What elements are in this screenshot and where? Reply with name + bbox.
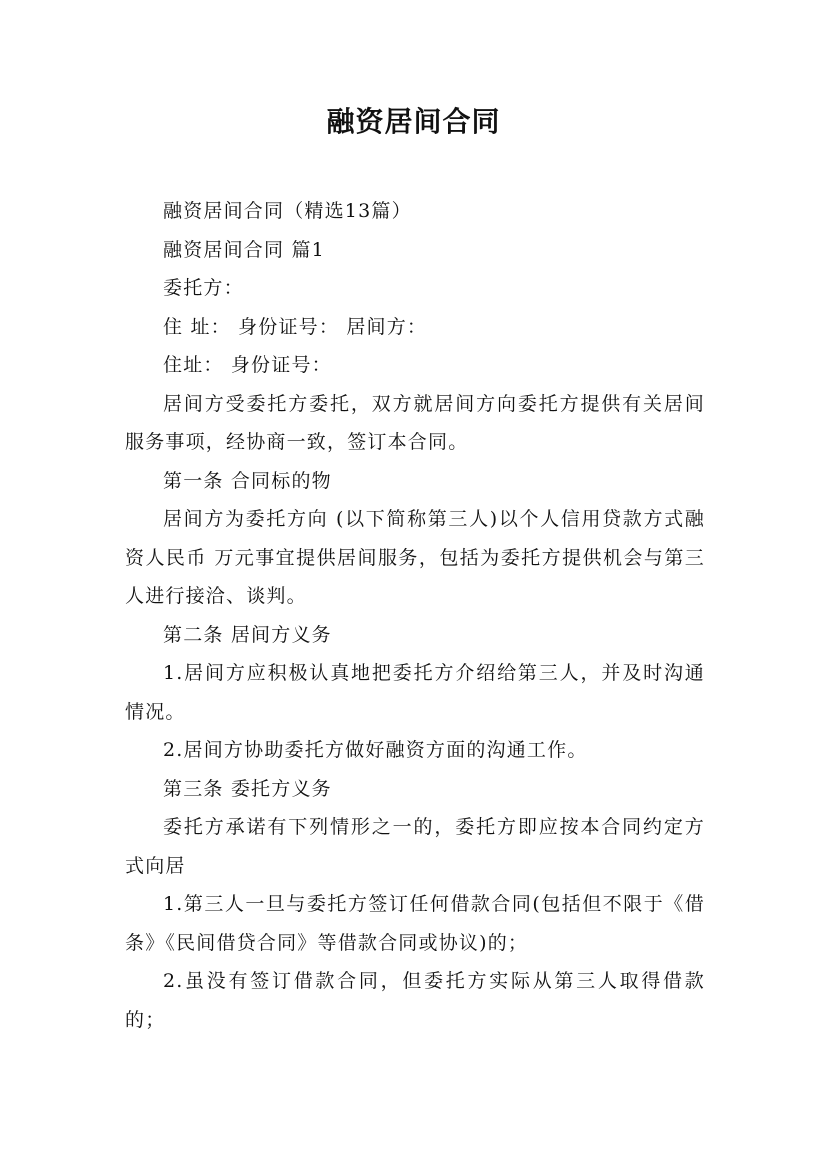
paragraph-article-2-heading: 第二条 居间方义务	[163, 623, 332, 646]
paragraph-section-heading: 融资居间合同 篇1	[163, 238, 325, 261]
paragraph-article-3-item-1: 1.第三人一旦与委托方签订任何借款合同(包括但不限于《借条》《民间借贷合同》等借款合同或协议)的；	[125, 893, 705, 954]
paragraph-article-1-heading: 第一条 合同标的物	[163, 469, 332, 492]
paragraph-preamble: 居间方受委托方委托，双方就居间方向委托方提供有关居间服务事项，经协商一致，签订本合同。	[125, 392, 705, 453]
paragraph-principal: 委托方：	[163, 277, 244, 299]
document-title: 融资居间合同	[326, 105, 501, 138]
paragraph-address-id-2: 住址： 身份证号：	[163, 354, 332, 376]
paragraph-article-1-body: 居间方为委托方向 (以下简称第三人)以个人信用贷款方式融资人民币 万元事宜提供居间服务，包括为委托方提供机会与第三人进行接洽、谈判。	[125, 508, 705, 607]
paragraph-article-2-item-1: 1.居间方应积极认真地把委托方介绍给第三人，并及时沟通情况。	[125, 662, 705, 723]
paragraph-article-2-item-2: 2.居间方协助委托方做好融资方面的沟通工作。	[163, 739, 588, 761]
paragraph-article-3-item-2: 2.虽没有签订借款合同，但委托方实际从第三人取得借款的；	[125, 970, 705, 1031]
paragraph-address-id: 住 址： 身份证号： 居间方：	[163, 315, 428, 338]
paragraph-article-3-heading: 第三条 委托方义务	[163, 777, 332, 800]
paragraph-subtitle: 融资居间合同（精选13篇）	[163, 200, 412, 222]
document-body	[125, 192, 705, 1039]
paragraph-article-3-body: 委托方承诺有下列情形之一的，委托方即应按本合同约定方式向居	[125, 816, 705, 877]
